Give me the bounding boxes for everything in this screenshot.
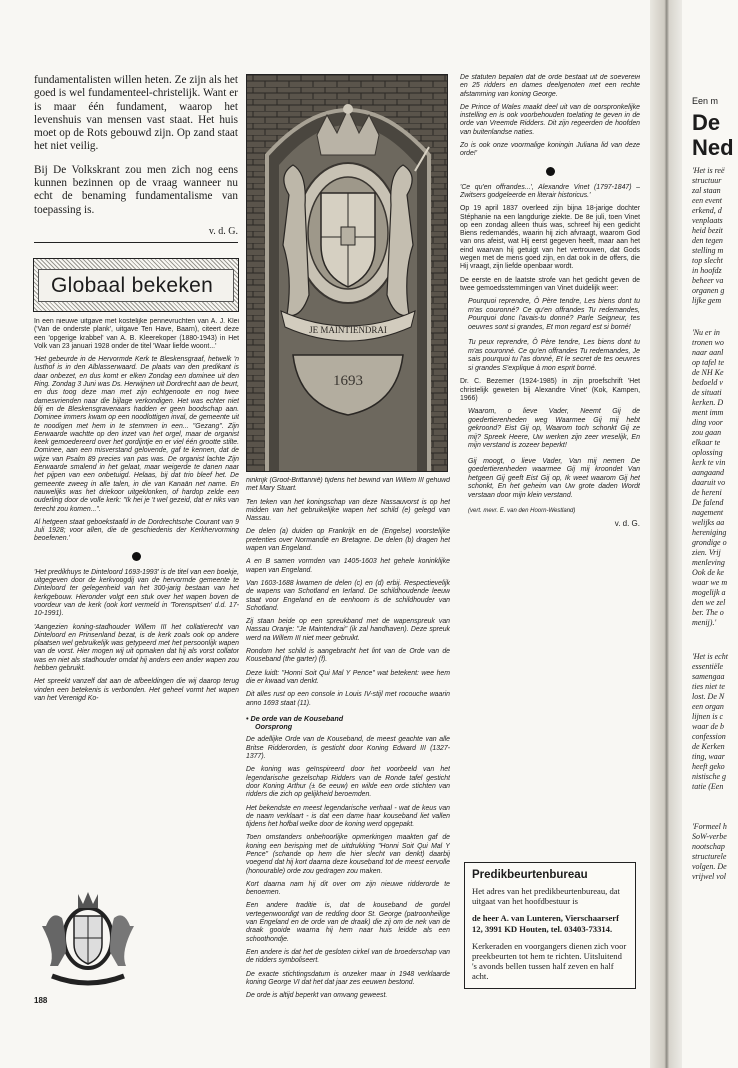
right-page-line: mogelijk a: [692, 588, 726, 597]
article-paragraph: Kort daarna nam hij dit over om zijn nieuwe ridderorde te benoemen.: [246, 880, 450, 897]
right-page-line: 'Nu er in: [692, 328, 720, 337]
right-page-line: elkaar te: [692, 438, 721, 447]
right-page-line: een event: [692, 196, 722, 205]
right-page-line: op tafel te: [692, 358, 724, 367]
right-page-line: nistische g: [692, 772, 726, 781]
article-paragraph: Rondom het schild is aangebracht het lint van de Orde van de Kouseband (the garter) (f).: [246, 648, 450, 664]
page-gutter: [650, 0, 682, 1068]
article-paragraph: Deze luidt: "Honni Soit Qui Mal Y Pence" wat betekent: wee hem die er kwaad van denkt.: [246, 669, 450, 685]
poem-verse: Waarom, o lieve Vader, Neemt Gij de goedertierenheden weg Waarmee Gij mij hebt gekroond? Eist Gij op, Waarom toch schonkt Gij ze mij? Spreek Heere, Uw werken zijn zeer vreselijk, En mijn verstand is zozeer beperkt!: [468, 408, 640, 450]
box-line: Kerkeraden en voorgangers dienen zich voor preekbeurten tot hem te richten. Uitsluitend 's avonds bellen tussen half zeven en half acht.: [472, 940, 627, 982]
coat-of-arms-illustration: [38, 886, 138, 988]
right-page-line: organen g: [692, 286, 725, 295]
article-paragraph: Het spreekt vanzelf dat aan de afbeeldingen die wij daarop terug vinden een betekenis is verbonden. Het geheel vormt het wapen van het Verenigd Ko-: [34, 678, 239, 702]
middle-column: [246, 477, 450, 1000]
right-page-line: erkend, d: [692, 206, 722, 215]
right-page-line: in hoofdz: [692, 266, 722, 275]
right-page-line: de NH Ke: [692, 368, 724, 377]
poem-verse: Tu peux reprendre, Ô Père tendre, Les biens dont tu m'as couronné. Ce qu'en offrandes Tu redemandes, Je sais pourquoi tu l'as donné, Et le secret de tes oeuvres si grandes S'explique à mon esprit borné.: [468, 339, 640, 372]
right-page-line: top slecht: [692, 256, 723, 265]
article-paragraph: De orde is altijd beperkt van omvang geweest.: [246, 992, 388, 1000]
right-page-line: zien. Vrij: [692, 548, 721, 557]
right-page-line: de hereni: [692, 488, 722, 497]
right-page-line: heid bezit: [692, 226, 723, 235]
article-paragraph: Een andere is dat het de gesloten cirkel van de broederschap van de ridders symboliseert.: [246, 948, 450, 965]
intro-paragraph-2: Bij De Volkskrant zou men zich nog eens kunnen bezinnen op de vraag wanneer nu echt de benaming fundamentalisme van toepassing is.: [34, 163, 238, 216]
article-paragraph: De statuten bepalen dat de orde bestaat uit de soevereiн en 25 ridders en dames deelgenoten met een rechte afstamming van koning George.: [460, 74, 640, 98]
intro-signature: v. d. G.: [208, 225, 238, 237]
right-page-line: den tegen: [692, 236, 723, 245]
poem-verse: Gij moogt, o lieve Vader, Van mij nemen De goedertierenheden waarmee Gij mij kroondet Van hetgeen Gij geeft Eist Gij op, Ik weet waarom Gij het schonkt, En het geheim van Uw grote daden Wordt verstaan door mijn klein verstand.: [468, 457, 640, 499]
right-page-line: volgen. De: [692, 862, 727, 871]
right-page-line: samengaa: [692, 672, 725, 681]
article-paragraph: 'Aangezien koning-stadhouder Willem III het collatierecht van Dinteloord en Prinsenland bezat, is de kerk zoals ook op andere plaatsen wel gebruikelijk was getypeerd met het persoonlijk wapen van de vorst. Hier mogen wij uit opmaken dat hij als vorst collator was en niet als stadhouder omdat hij anders een ander wapen zou hebben gebruikt.: [34, 623, 239, 672]
intro-column: [34, 74, 238, 243]
right-page-line: aangaand: [692, 468, 724, 477]
right-page-line: grondige o: [692, 538, 727, 547]
right-page-kicker: Een m: [692, 96, 719, 106]
relief-year: 1693: [333, 373, 363, 389]
right-page-line: menleving: [692, 558, 725, 567]
right-page-line: oplossing: [692, 448, 723, 457]
article-paragraph: Het bekendste en meest legendarische verhaal - wat de keus van de naam verklaart - is dat een dame haar kouseband liet vallen tijdens het hofbal welke door de koning werd opgepakt.: [246, 804, 450, 829]
section-bullet: [132, 552, 141, 561]
box-address: de heer A. van Lunteren, Vierschaarserf 12, 3991 KD Houten, tel. 03403-73314.: [472, 913, 619, 934]
article-paragraph: De koning was geïnspireerd door het voorbeeld van het legendarische gezelschap Ridders van de Ronde tafel gesticht door Koning Arthur (± 6e eeuw) en wilde een orde stichten van ridders die zich op gelijkheid beroemden.: [246, 766, 450, 799]
right-page-line: 'Het is echt: [692, 652, 728, 661]
article-paragraph: De delen (a) duiden op Frankrijk en de (Engelse) voorstelijke pretenties over Normandië en Bretagne. De delen (b) dragen het wapen van Engeland.: [246, 528, 450, 553]
right-page-line: ties niet te: [692, 682, 725, 691]
right-page-line: De falend: [692, 498, 724, 507]
stone-relief-photo: [246, 74, 448, 472]
article-paragraph: Ten teken van het koningschap van deze Nassauvorst is op het midden van het gebruikelijke wapen het schild (e) gelegd van Nassau.: [246, 498, 450, 523]
right-page-line: menij).': [692, 618, 717, 627]
poem-verse: Pourquoi reprendre, Ô Père tendre, Les biens dont tu m'as couronné? Ce qu'en offrandes Tu redemandes, Pourquoi donc l'avais-tu donné? Parle Seigneur, tes oeuvres sont si grandes, Et mon regard est si borné!: [468, 298, 640, 331]
box-title: Predikbeurtenbureau: [472, 869, 588, 881]
right-page-line: ment imm: [692, 408, 724, 417]
article-paragraph: In een nieuwe uitgave met kostelijke pennevruchten van A. J. Klei ('Van de onderste plank', uitgave Ten Have, Baarn), citeert deze een 'opgerige krabbel' van A. B. Kleerekoper (1880-1943) in Het Volk van 23 januari 1928 onder de titel 'Waar liefde woont...': [34, 318, 239, 350]
right-page-line: beheer va: [692, 276, 724, 285]
right-page-line: nootschap: [692, 842, 725, 851]
article-paragraph: Van 1603-1688 kwamen de delen (c) en (d) erbij. Respectievelijk de wapens van Schotland en Ierland. De schildhoudende leeuw staat voor Engeland en de eenhoorn is de schildhouder van Schotland.: [246, 579, 450, 612]
right-page-block-b: [682, 328, 738, 628]
right-page-line: Ook de ke: [692, 568, 724, 577]
box-line: Het adres van het predikbeurtenbureau, dat uitgaat van het hoofdbestuur is: [472, 886, 620, 907]
page-number: 188: [34, 996, 48, 1005]
right-page-line: kerk te vin: [692, 458, 726, 467]
right-page-line: hereniging: [692, 528, 727, 537]
right-page-line: tatie (Een: [692, 782, 724, 791]
article-paragraph: De exacte stichtingsdatum is onzeker maar in 1948 verklaarde koning George VI dat het dat jaar zes eeuwen bestond.: [246, 970, 450, 986]
relief-image: [247, 75, 448, 472]
right-page-line: SoW-verbe: [692, 832, 727, 841]
right-page-line: essentiële: [692, 662, 724, 671]
right-page-block-a: [682, 166, 738, 306]
right-page-line: naar aanl: [692, 348, 724, 357]
right-page-line: de situati: [692, 388, 722, 397]
right-page-line: tronen wo: [692, 338, 724, 347]
magazine-right-page: [682, 0, 738, 1068]
subheading: • De orde van de Kouseband: [246, 713, 344, 723]
right-page-line: heeft geko: [692, 762, 725, 771]
right-page-line: lijke gem: [692, 296, 722, 305]
right-page-line: zou gaan: [692, 428, 722, 437]
right-page-line: lost. De N: [692, 692, 725, 701]
right-page-line: ber. The o: [692, 608, 724, 617]
article-paragraph: 'Het gebeurde in de Hervormde Kerk te Bleskensgraaf, hetwelk 'n lusthof is in den Alblasserwaard. De plaats van den predikant is daar onbezet, en dus komt er elken Zondag een dominee uit den Ring. Zondag 3 Juni was Ds. Herwijnen uit Dordrecht aan de beurt, en dus toog deze man met zijn echtgenoote en nog twee damesvrienden naar die bijlage verkondigen. Het was echter niet blij en de Bleskensgravenaars hadden er geen boodschap aan. Dominee immers kwam op een noodlottigen inval, de gemeente uit te noodigen met hem in te stemmen in een... "Gezang". Zijn Eerwaarde wachtte op den inzet van het orgel, maar de organist keek gemoedereerd over het gordijntje en er viel één grootte stilte. Dominee, aan een misverstand gelovende, gaf te kennen, dat de wijze van Psalm 89 precies van pas was. De organist lachte Zijn Eerwaarde smalend in het gelaat, maar weigerde te danen naar het pijpen van een onbetuigd. Helaas, bij dat trio bleef het. De gemeente zweeg in alle talen, in die van Kanaän net name. En nauwelijks was het driekoor uitgeklonken, of hardop zelde een ouderling door de volle kerk: "Ik hei je 't wel gezeid, dat er niks van terecht zou komen...".: [34, 356, 239, 513]
right-page-line: bedoeld v: [692, 378, 723, 387]
right-page-line: structuur: [692, 176, 722, 185]
right-page-line: welijks aa: [692, 518, 725, 527]
article-paragraph: De Prince of Wales maakt deel uit van de oorspronkelijke instelling en is ook voorbehouden toelating te geven in de orde van Vreemde Ridders. Dit zijn regeerden de hoofden van buitenlandse naties.: [460, 103, 640, 136]
scroll-motto: JE MAINTIENDRAI: [309, 325, 387, 335]
article-paragraph: A en B samen vormden van 1405-1603 het gehele koninklijke wapen van Engeland.: [246, 558, 450, 574]
right-page-headline-1: De: [692, 110, 721, 135]
right-page-line: nagement: [692, 508, 724, 517]
subheading: Oorsprong: [255, 722, 293, 732]
article-signature: v. d. G.: [614, 518, 640, 528]
right-page-line: 'Formeel h: [692, 822, 727, 831]
right-page-line: waar we m: [692, 578, 728, 587]
right-page-line: een organ: [692, 702, 724, 711]
translation-credit: (vert. mevr. E. van den Hoorn-Westland): [468, 508, 576, 515]
right-page-line: venplaats: [692, 216, 723, 225]
right-page-line: structurele: [692, 852, 727, 861]
predikbeurtenbureau-box: [464, 862, 636, 989]
right-page-line: vrijwel vol: [692, 872, 726, 881]
right-page-line: confession: [692, 732, 726, 741]
divider: [34, 242, 238, 243]
article-paragraph: Toen omstanders onbehoorlijke opmerkingen maakten gaf de koning een berisping met de uitdrukking "Honni Soit Qui Mal Y Pence" (schande op hem die hier slecht van denkt) daarbij voegend dat hij kort daarna deze kouseband tot de meest eervolle (honourable) orde zou gedragen zou maken.: [246, 834, 450, 875]
article-paragraph: Een andere traditie is, dat de kouseband de gordel vertegenwoordigt van de redding door St. George (patroonheilige van Engeland en de orde van de draak) die zij om de nek van de draak gooide waarna hij hem naar huis leidde als een schoothondje.: [246, 902, 450, 943]
right-page-line: kerken. D: [692, 398, 724, 407]
right-page-line: den we zel: [692, 598, 726, 607]
article-paragraph: Zo is ook onze voormalige koningin Juliana lid van deze orde!': [460, 142, 640, 158]
section-bullet: [546, 167, 555, 176]
article-paragraph: De eerste en de laatste strofe van het gedicht geven de twee gemoedsstemmingen van Vinet duidelijk weer:: [460, 276, 640, 292]
section-title: Globaal bekeken: [38, 269, 234, 302]
right-page-line: zal staan: [692, 186, 721, 195]
article-paragraph: Al hetgeen staat geboekstaafd in de Dordrechtsche Courant van 9 Juli 1928; voor allen, die de geschiedenis der Kerkhervorming beoefenen.': [34, 518, 239, 543]
article-paragraph: Op 19 april 1837 overleed zijn bijna 18-jarige dochter Stéphanie na een langdurige ziekte. De 8e juli, toen Vinet op een zondag alleen thuis was, schreef hij een gedicht Biens redemandés, waarin hij zich afvraagt, waarom God van ons afeist, wat Hij eerst gegeven heeft, maar aan het eind waarvan hij getuigt van het vertrouwen, dat Gods wegen met de mens goed zijn, en dat ook in de offers, die Hij vraagt, zijn liefde openbaar wordt.: [460, 205, 640, 271]
article-paragraph: Dr. C. Bezemer (1924-1985) in zijn proefschrift 'Het christelijk geweten bij Alexandre Vinet' (Kok, Kampen, 1966): [460, 378, 640, 402]
right-page-line: waar de b: [692, 722, 724, 731]
right-page-line: de Kerken: [692, 742, 725, 751]
right-column: [460, 74, 640, 858]
right-page-headline-2: Ned: [692, 135, 734, 160]
article-paragraph: De adellijke Orde van de Kouseband, de meest geachte van alle Britse Ridderorden, is gesticht door Koning Edward III (1327-1377).: [246, 736, 450, 761]
globaal-column: [34, 318, 239, 703]
quote-title: 'Ce qu'en offrandes...', Alexandre Vinet (1797-1847) – Zwitsers godgeleerde en literair historicus.': [460, 183, 640, 199]
right-page-line: daaruit vo: [692, 478, 726, 487]
right-page-line: lijnen is c: [692, 712, 724, 721]
right-page-line: ting, waar: [692, 752, 725, 761]
article-paragraph: 'Het predikhuys te Dinteloord 1693-1993' is de titel van een boekje, uitgegeven door de kerkvoogdij van de hervormde gemeente te Dinteloord ter gelegenheid van het 300-jarig bestaan van het kerkgebouw. Hieronder volgt een stuk over het wapen boven de voordeur van de kerk (ook kort vermeld in 'Torenspitsen' d.d. 17-10-1991).: [34, 568, 239, 618]
right-page-block-d: [682, 822, 738, 882]
article-paragraph: Zij staan beide op een spreukband met de wapenspreuk van Nassau Oranje: "Je Maintendrai" (ik zal handhaven). Deze spreuk werd na Willem III niet meer gebruikt.: [246, 618, 450, 642]
right-page-line: 'Het is reë: [692, 166, 725, 175]
right-page-block-c: [682, 652, 738, 792]
section-title-box: [33, 258, 239, 312]
right-page-line: stelling m: [692, 246, 724, 255]
intro-paragraph-1: fundamentalisten willen heten. Ze zijn als het goed is wel fundamenteel-christelijk. Want er is maar één fundament, waarop het levenshuis van mensen vast staat. Het huis moet op de Rots gebouwd zijn. Op zand staat het niet veilig.: [34, 74, 238, 153]
article-paragraph: Dit alles rust op een console in Louis IV-stijl met rocouche waarin anno 1693 staat (11).: [246, 691, 450, 707]
article-paragraph: ninkrijk (Groot-Brittannië) tijdens het bewind van Willem III gehuwd met Mary Stuart.: [246, 477, 450, 493]
right-page-line: ding voor: [692, 418, 723, 427]
